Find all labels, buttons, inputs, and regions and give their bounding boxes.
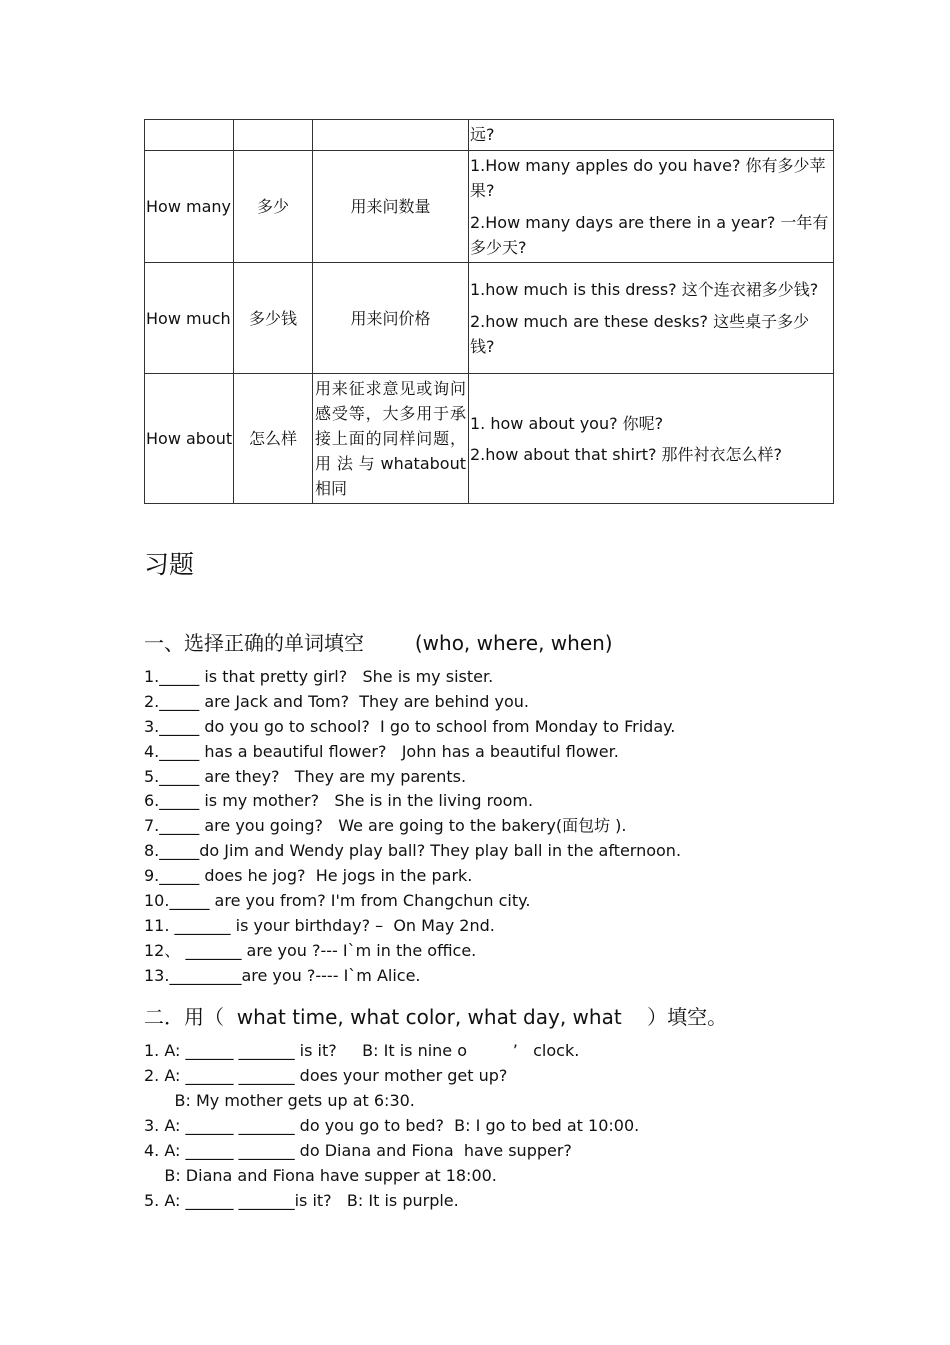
example-line: 2.how much are these desks? 这些桌子多少钱? — [470, 312, 810, 356]
meaning-cell — [234, 120, 313, 151]
usage-cell — [313, 120, 469, 151]
usage-cell: 用来问数量 — [313, 151, 469, 263]
example-line: 1.how much is this dress? 这个连衣裙多少钱? — [470, 280, 819, 299]
examples-cell — [469, 374, 834, 504]
part1-heading: 一、选择正确的单词填空 (who, where, when) — [144, 631, 613, 655]
part2-question-list — [144, 1038, 639, 1213]
list-item: 4._____ has a beautiful flower? John has a beautiful flower. — [144, 741, 619, 761]
usage-cell: 用来问价格 — [313, 263, 469, 374]
examples-cell — [469, 120, 834, 151]
list-item: 6._____ is my mother? She is in the living room. — [144, 791, 534, 811]
list-item: 11. _______ is your birthday? – On May 2nd. — [144, 915, 495, 935]
list-item: 2. A: ______ _______ does your mother get up? — [144, 1066, 508, 1085]
table-row — [145, 120, 834, 151]
example-line: 1.How many apples do you have? 你有多少苹果? — [470, 156, 826, 200]
list-item: 3._____ do you go to school? I go to school from Monday to Friday. — [144, 716, 676, 736]
list-item: 12、 _______ are you ?--- I`m in the office. — [144, 940, 477, 960]
usage-cell: 用来征求意见或询问感受等，大多用于承接上面的同样问题，用法与whatabout 相同 — [313, 374, 469, 504]
meaning-cell: 多少钱 — [234, 263, 313, 374]
word-cell — [145, 120, 234, 151]
question-word-table — [144, 119, 834, 504]
word-cell: How about — [145, 374, 234, 504]
example-line: 2.How many days are there in a year? 一年有多少天? — [470, 213, 829, 257]
examples-cell — [469, 151, 834, 263]
word-cell: How many — [145, 151, 234, 263]
part1-question-list — [144, 665, 681, 989]
example-line: 2.how about that shirt? 那件衬衣怎么样? — [470, 444, 783, 464]
part2-heading: 二．用（ what time, what color, what day, what ）填空。 — [144, 1005, 728, 1029]
table-row — [145, 263, 834, 374]
example-line: 1. how about you? 你呢? — [470, 413, 664, 433]
example-line: 远? — [470, 125, 495, 144]
list-item: 5._____ are they? They are my parents. — [144, 766, 467, 786]
examples-cell — [469, 263, 834, 374]
word-cell: How much — [145, 263, 234, 374]
list-item: 5. A: ______ _______is it? B: It is purple. — [144, 1191, 459, 1210]
list-item: 9._____ does he jog? He jogs in the park. — [144, 866, 473, 886]
list-item: 10._____ are you from? I'm from Changchun city. — [144, 891, 531, 911]
list-item: 13._________are you ?---- I`m Alice. — [144, 965, 421, 985]
table-row — [145, 151, 834, 263]
list-item: 1._____ is that pretty girl? She is my sister. — [144, 667, 494, 686]
meaning-cell: 多少 — [234, 151, 313, 263]
list-item: B: Diana and Fiona have supper at 18:00. — [144, 1166, 497, 1185]
exercise-section-title: 习题 — [144, 550, 195, 579]
list-item: 1. A: ______ _______ is it? B: It is nine o ’ clock. — [144, 1041, 580, 1060]
table-row — [145, 374, 834, 504]
list-item: 7._____ are you going? We are going to the bakery(面包坊 ). — [144, 816, 627, 836]
meaning-cell: 怎么样 — [234, 374, 313, 504]
list-item: 4. A: ______ _______ do Diana and Fiona have supper? — [144, 1141, 572, 1160]
list-item: B: My mother gets up at 6:30. — [144, 1091, 415, 1110]
list-item: 2._____ are Jack and Tom? They are behind you. — [144, 691, 529, 711]
list-item: 8._____do Jim and Wendy play ball? They play ball in the afternoon. — [144, 841, 682, 861]
list-item: 3. A: ______ _______ do you go to bed? B: I go to bed at 10:00. — [144, 1116, 640, 1135]
